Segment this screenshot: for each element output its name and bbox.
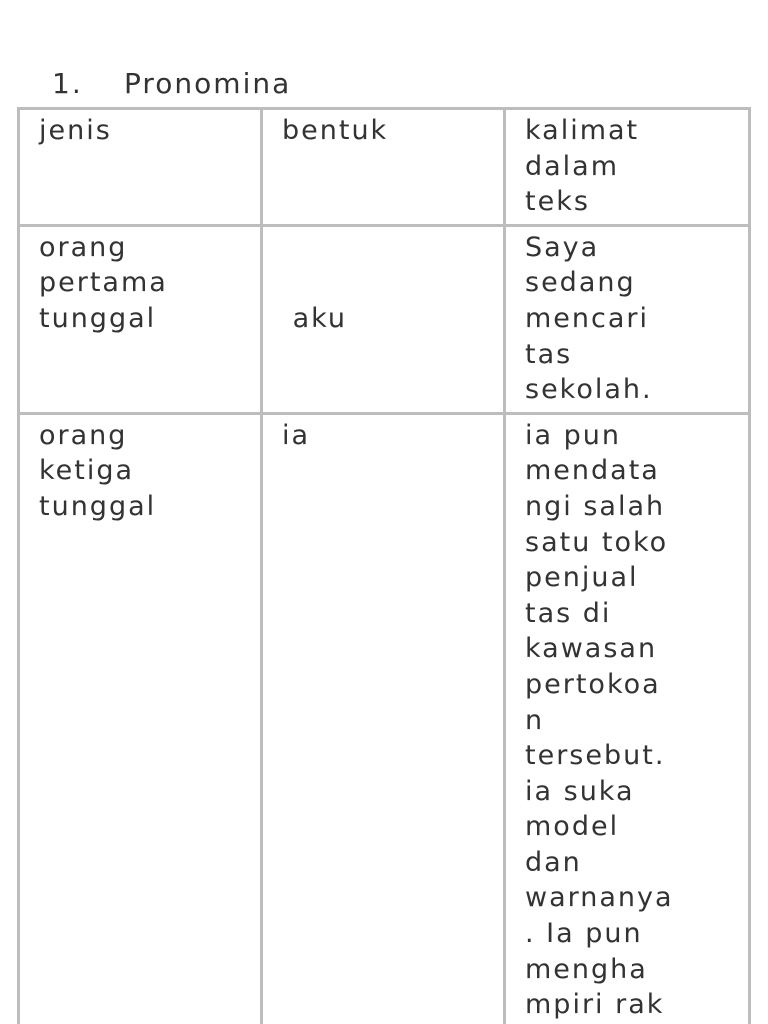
cell-jenis [19, 413, 262, 1024]
cell-line: tas di [525, 597, 612, 629]
cell-line: jenis [39, 115, 112, 146]
table-row [19, 413, 750, 1024]
cell-line: n [525, 704, 545, 736]
cell-line: Saya [525, 231, 600, 263]
cell-line: orang [39, 231, 128, 263]
cell-line: orang [39, 419, 128, 451]
pronoun-table [17, 107, 751, 1024]
cell-line: ia [282, 419, 311, 451]
table-header-row [19, 109, 750, 226]
cell-line: aku [282, 302, 348, 334]
cell-line: mendata [525, 455, 660, 487]
cell-bentuk [262, 413, 505, 1024]
cell-line: sedang [525, 267, 636, 299]
cell-line: ia suka [525, 775, 635, 807]
section-title: Pronomina [124, 67, 292, 100]
cell-line: teks [525, 186, 590, 218]
cell-line: tersebut. [525, 740, 666, 772]
cell-line: tunggal [39, 490, 157, 522]
cell-line: ketiga [39, 455, 135, 487]
cell-line: kawasan [525, 633, 658, 665]
section-number: 1. [52, 67, 83, 100]
cell-bentuk [262, 225, 505, 413]
header-kalimat [505, 109, 750, 226]
header-jenis [19, 109, 262, 226]
cell-line: dan [525, 846, 582, 878]
table-row [19, 225, 750, 413]
cell-line: mengha [525, 953, 648, 985]
cell-line: model [525, 811, 620, 843]
cell-line: sekolah. [525, 374, 653, 406]
cell-line: pertokoa [525, 668, 661, 700]
cell-line: pertama [39, 267, 168, 299]
cell-line: . Ia pun [525, 918, 643, 950]
cell-line: penjual [525, 562, 639, 594]
cell-line: ngi salah [525, 490, 666, 522]
cell-line: mencari [525, 302, 650, 334]
cell-line: bentuk [282, 115, 389, 146]
cell-line: satu toko [525, 526, 669, 558]
cell-line: tas [525, 338, 573, 370]
cell-line: mpiri rak [525, 989, 665, 1021]
cell-line: tunggal [39, 302, 157, 334]
cell-line: kalimat [525, 115, 640, 146]
cell-kalimat [505, 225, 750, 413]
cell-line: warnanya [525, 882, 674, 914]
cell-line: ia pun [525, 419, 621, 451]
section-heading [52, 66, 291, 102]
cell-line: dalam [525, 150, 620, 182]
header-bentuk [262, 109, 505, 226]
cell-kalimat [505, 413, 750, 1024]
cell-jenis [19, 225, 262, 413]
